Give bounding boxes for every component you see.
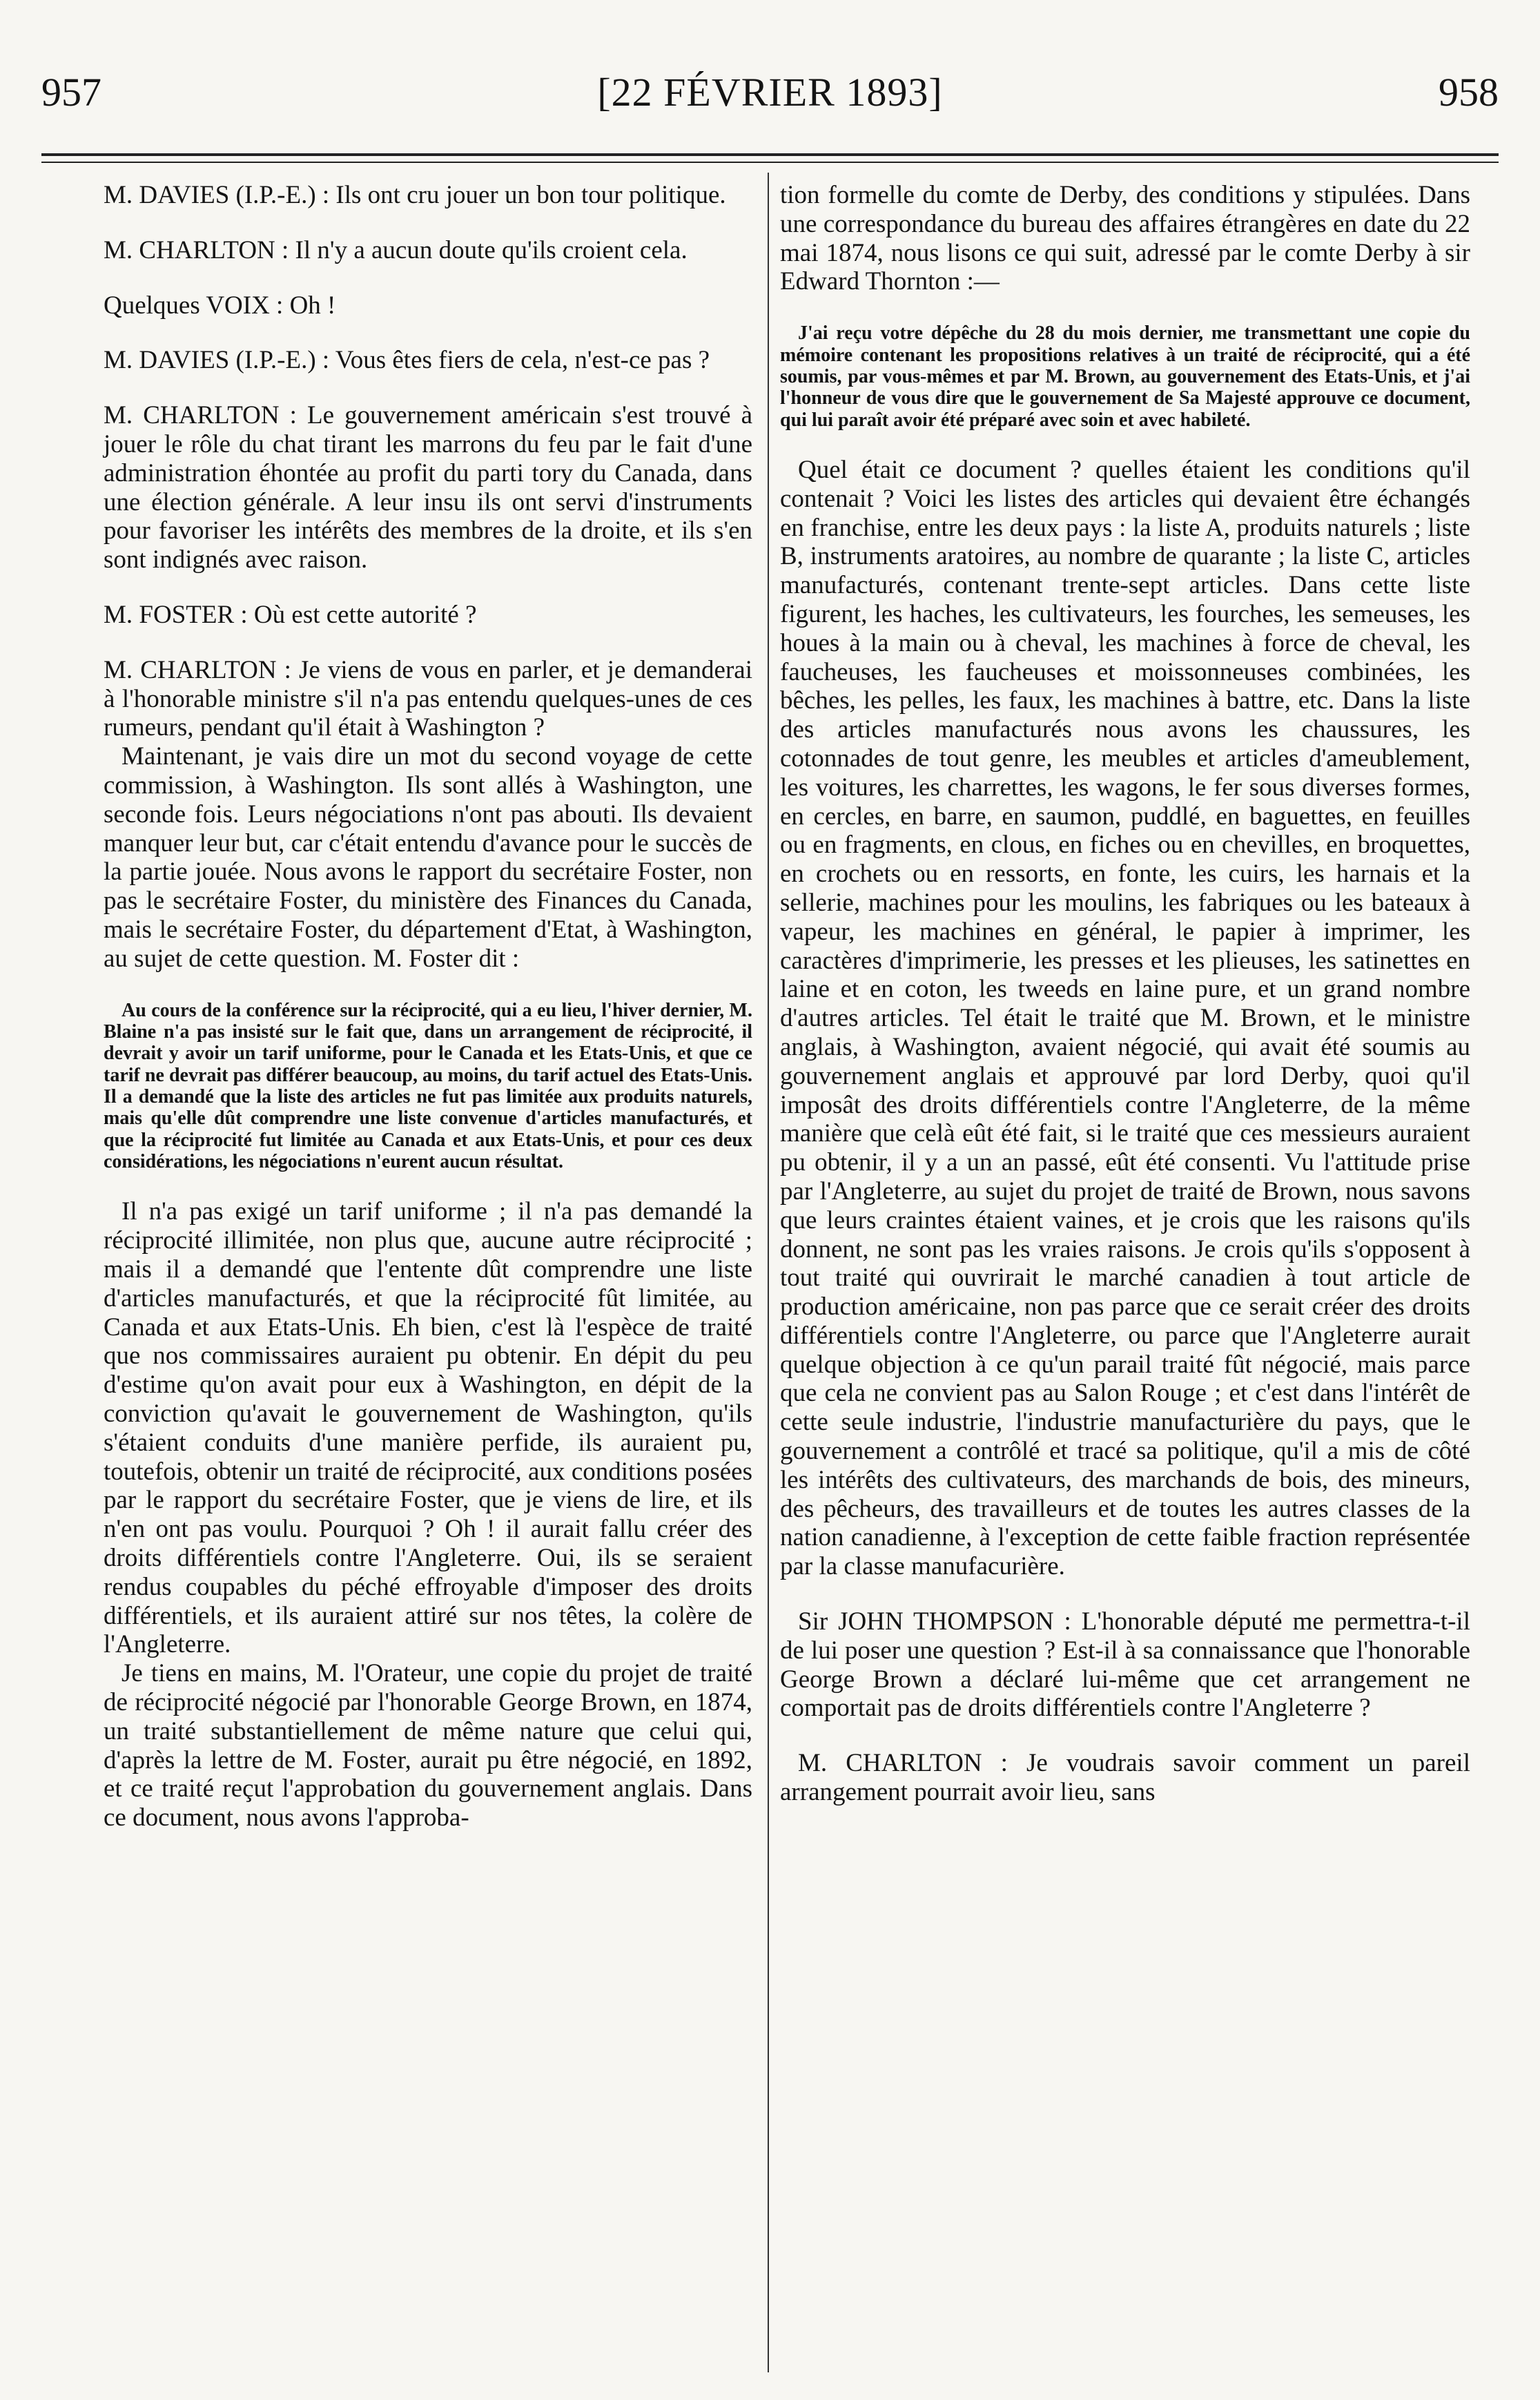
page-number-right: 958 xyxy=(1439,70,1499,115)
paragraph: Sir JOHN THOMPSON : L'honorable député me permettra-t-il de lui poser une question ? Est-il à sa connaissance que l'honorable George Brown a déclaré lui-même que cet arrangement ne comportait pas de droits différentiels contre l'Angleterre ? xyxy=(780,1607,1470,1723)
paragraph: M. CHARLTON : Le gouvernement américain s'est trouvé à jouer le rôle du chat tirant les marrons du feu par le fait d'une administration éhontée au profit du parti tory du Canada, dans une élection générale. A leur insu ils ont servi d'instruments pour favoriser les intérêts des membres de la droite, et ils s'en sont indignés avec raison. xyxy=(104,401,752,574)
paragraph: Quel était ce document ? quelles étaient les conditions qu'il contenait ? Voici les listes des articles qui devaient être échangés en franchise, entre les deux pays : la liste A, produits naturels ; liste B, instruments aratoires, au nombre de quarante ; la liste C, articles manufacturés, contenant trente-sept articles. Dans cette liste figurent, les haches, les cultivateurs, les fourches, les semeuses, les houes à la main ou à cheval, les machines à force de cheval, les faucheuses, les faucheuses et moissonneuses combinées, les bêches, les pelles, les faux, les machines à battre, etc. Dans la liste des articles manufacturés nous avons les chaussures, les cotonnades de tout genre, les meubles et articles d'ameublement, les voitures, les charrettes, les wagons, le fer sous diverses formes, en cercles, en barre, en saumon, puddlé, en baguettes, en feuilles ou en fragments, en clous, en fiches ou en chevilles, en broquettes, en crochets ou en ressorts, en fonte, les cuirs, les harnais et la sellerie, machines pour les moulins, les fabriques ou les bateaux à vapeur, les machines en général, le papier à imprimer, les caractères d'imprimerie, les presses et les plieuses, les satinettes en laine et en coton, les tweeds en laine pure, et un grand nombre d'autres articles. Tel était le traité que M. Brown, et le ministre anglais, à Washington, avaient négocié, qui avait été soumis au gouvernement anglais et approuvé par lord Derby, quoi qu'il imposât des droits différentiels contre l'Angleterre, de la même manière que celà eût été fait, si le traité que ces messieurs auraient pu obtenir, il y a un an passé, eût été consenti. Vu l'attitude prise par l'Angleterre, au sujet du projet de traité de Brown, nous savons que leurs craintes étaient vaines, et je crois que les raisons qu'ils donnent, ne sont pas les vraies raisons. Je crois qu'ils s'opposent à tout traité qui ouvrirait le marché canadien à tout article de production américaine, non pas parce que ce serait créer des droits différentiels contre l'Angleterre, ou parce que l'Angleterre aurait quelque objection à ce qu'un parail traité fût négocié, mais parce que cela ne convient pas au Salon Rouge ; et c'est dans l'intérêt de cette seule industrie, l'industrie manufacturière du pays, que le gouvernement a contrôlé et tracé sa politique, qu'il a mis de côté les intérêts des cultivateurs, des marchands de bois, des mineurs, des pêcheurs, des travailleurs et de toutes les autres classes de la nation canadienne, à l'exception de cette faible fraction représentée par la classe manufacurière. xyxy=(780,455,1470,1581)
paragraph: M. CHARLTON : Je voudrais savoir comment un pareil arrangement pourrait avoir lieu, sans xyxy=(780,1749,1470,1807)
header-rule-thin xyxy=(41,162,1499,163)
left-column xyxy=(104,181,752,1832)
column-divider xyxy=(768,173,769,2372)
right-column xyxy=(780,181,1470,1807)
quoted-passage: J'ai reçu votre dépêche du 28 du mois dernier, me transmettant une copie du mémoire contenant les propositions relatives à un traité de réciprocité, qui a été soumis, par vous-mêmes et par M. Brown, au gouvernement des Etats-Unis, et j'ai l'honneur de vous dire que le gouvernement de Sa Majesté approuve ce document, qui lui paraît avoir été préparé avec soin et avec habileté. xyxy=(780,322,1470,431)
page-number-left: 957 xyxy=(41,70,101,115)
paragraph: Je tiens en mains, M. l'Orateur, une copie du projet de traité de réciprocité négocié par l'honorable George Brown, en 1874, un traité substantiellement de même nature que celui qui, d'après la lettre de M. Foster, aurait pu être négocié, en 1892, et ce traité reçut l'approbation du gouvernement anglais. Dans ce document, nous avons l'approba- xyxy=(104,1659,752,1832)
paragraph: Maintenant, je vais dire un mot du second voyage de cette commission, à Washington. Ils sont allés à Washington, une seconde fois. Leurs négociations n'ont pas abouti. Ils devaient manquer leur but, car c'était entendu d'avance pour le succès de la partie jouée. Nous avons le rapport du secrétaire Foster, non pas le secrétaire Foster, du ministère des Finances du Canada, mais le secrétaire Foster, du département d'Etat, à Washington, au sujet de cette question. M. Foster dit : xyxy=(104,742,752,973)
paragraph: M. DAVIES (I.P.-E.) : Ils ont cru jouer un bon tour politique. xyxy=(104,181,726,209)
quoted-passage: Au cours de la conférence sur la réciprocité, qui a eu lieu, l'hiver dernier, M. Blaine n'a pas insisté sur le fait que, dans un arrangement de réciprocité, il devrait y avoir un tarif uniforme, pour le Canada et les Etats-Unis, et que ce tarif ne devrait pas différer beaucoup, au moins, du tarif actuel des Etats-Unis. Il a demandé que la liste des articles ne fut pas limitée aux produits naturels, mais qu'elle dût comprendre une liste convenue d'articles manufacturés, et que la réciprocité fut limitée au Canada et aux Etats-Unis, et pour ces deux considérations, les négociations n'eurent aucun résultat. xyxy=(104,999,752,1173)
paragraph: Il n'a pas exigé un tarif uniforme ; il n'a pas demandé la réciprocité illimitée, non plus que, aucune autre réciprocité ; mais il a demandé que l'entente dût comprendre une liste d'articles manufacturés, et que la réciprocité fût limitée, au Canada et aux Etats-Unis. Eh bien, c'est là l'espèce de traité que nos commissaires auraient pu obtenir. En dépit du peu d'estime qu'on avait pour eux à Washington, en dépit de la conviction qu'avait le gouvernement de Washington, qu'ils s'étaient conduits d'une manière perfide, ils auraient pu, toutefois, obtenir un traité de réciprocité, aux conditions posées par le rapport du secrétaire Foster, que je viens de lire, et ils n'en ont pas voulu. Pourquoi ? Oh ! il aurait fallu créer des droits différentiels contre l'Angleterre. Oui, ils se seraient rendus coupables du péché effroyable d'imposer des droits différentiels, et ils auraient attiré sur nos têtes, la colère de l'Angleterre. xyxy=(104,1197,752,1659)
header-date: [22 FÉVRIER 1893] xyxy=(597,70,943,115)
header-rule-thick xyxy=(41,153,1499,156)
paragraph: M. FOSTER : Où est cette autorité ? xyxy=(104,600,477,629)
paragraph: tion formelle du comte de Derby, des conditions y stipulées. Dans une correspondance du bureau des affaires étrangères en date du 22 mai 1874, nous lisons ce qui suit, adressé par le comte Derby à sir Edward Thornton :— xyxy=(780,181,1470,296)
paragraph: M. CHARLTON : Il n'y a aucun doute qu'ils croient cela. xyxy=(104,235,688,264)
paragraph: M. CHARLTON : Je viens de vous en parler, et je demanderai à l'honorable ministre s'il n'a pas entendu quelques-unes de ces rumeurs, pendant qu'il était à Washington ? xyxy=(104,655,752,742)
paragraph: Quelques VOIX : Oh ! xyxy=(104,291,336,320)
paragraph: M. DAVIES (I.P.-E.) : Vous êtes fiers de cela, n'est-ce pas ? xyxy=(104,346,710,375)
page-header xyxy=(41,69,1499,131)
